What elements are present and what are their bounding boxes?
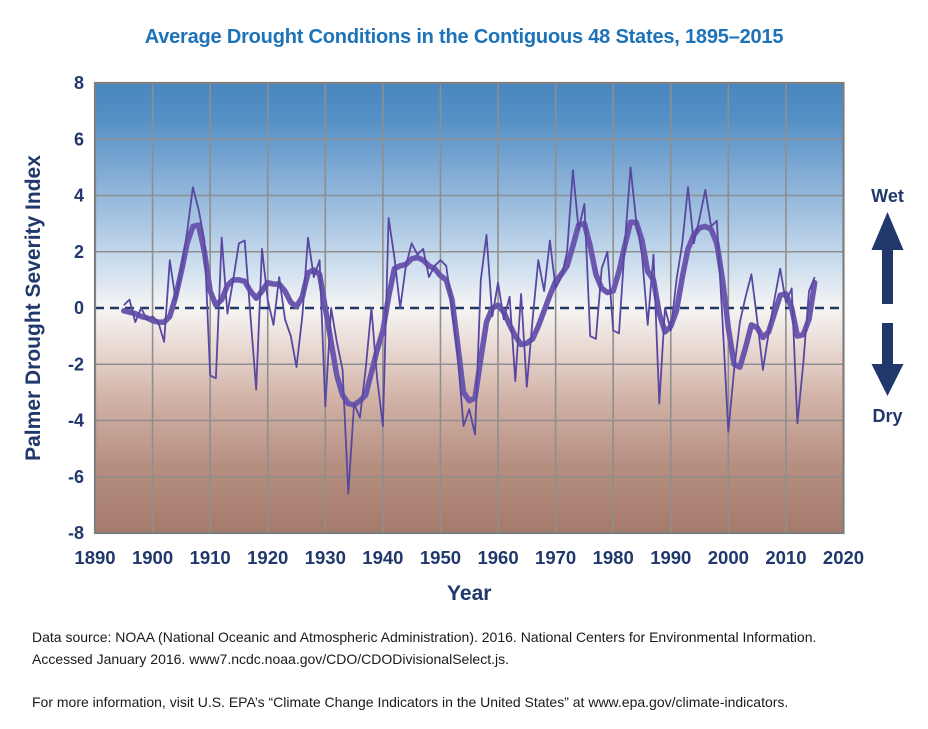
chart-title: Average Drought Conditions in the Contiguous 48 States, 1895–2015 bbox=[144, 26, 784, 48]
x-tick-label: 1960 bbox=[477, 547, 519, 568]
x-tick-label: 1940 bbox=[362, 547, 404, 568]
y-tick-label: -8 bbox=[67, 523, 84, 543]
x-tick-label: 1970 bbox=[535, 547, 577, 568]
x-tick-label: 1910 bbox=[189, 547, 231, 568]
x-tick-label: 1990 bbox=[650, 547, 692, 568]
y-tick-label: 8 bbox=[73, 73, 84, 93]
x-tick-label: 1920 bbox=[247, 547, 289, 568]
footer bbox=[32, 626, 912, 713]
x-tick-label: 2010 bbox=[765, 547, 807, 568]
x-tick-label: 1950 bbox=[419, 547, 462, 568]
data-source-line-1: Data source: NOAA (National Oceanic and Atmospheric Administration). 2016. National Centers for Environmental Information. bbox=[32, 629, 817, 645]
y-tick-label: 4 bbox=[73, 185, 84, 206]
x-tick-label: 1890 bbox=[74, 547, 116, 568]
y-tick-label: -2 bbox=[67, 354, 84, 375]
y-tick-label: -6 bbox=[67, 466, 84, 487]
wet-up-arrow-icon bbox=[872, 212, 904, 304]
x-tick-label: 2020 bbox=[822, 547, 865, 568]
dry-down-arrow-icon bbox=[872, 323, 904, 396]
x-tick-label: 1900 bbox=[131, 547, 174, 568]
y-tick-label: 0 bbox=[73, 298, 84, 318]
y-tick-label: 6 bbox=[73, 129, 84, 150]
data-source-line-2: Accessed January 2016. www7.ncdc.noaa.gov/CDO/CDODivisionalSelect.js. bbox=[32, 651, 509, 667]
more-info-line: For more information, visit U.S. EPA’s “Climate Change Indicators in the United States” at www.epa.gov/climate-indicators. bbox=[32, 694, 789, 710]
wet-label: Wet bbox=[871, 186, 904, 206]
x-tick-label: 2000 bbox=[707, 547, 749, 568]
y-axis-title: Palmer Drought Severity Index bbox=[22, 155, 45, 461]
dry-label: Dry bbox=[872, 406, 903, 426]
x-tick-label: 1980 bbox=[592, 547, 634, 568]
x-tick-label: 1930 bbox=[304, 547, 346, 568]
y-tick-label: 2 bbox=[73, 241, 84, 262]
y-tick-label: -4 bbox=[67, 410, 84, 431]
x-axis-title: Year bbox=[447, 582, 492, 605]
